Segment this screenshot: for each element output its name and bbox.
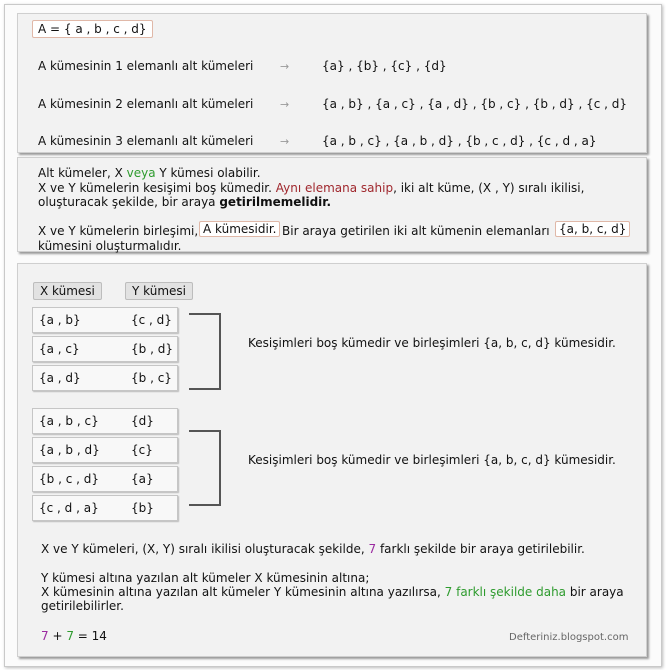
row-1-value: {a} , {b} , {c} , {d} xyxy=(322,59,447,73)
row-2-label: A kümesinin 2 elemanlı alt kümeleri xyxy=(38,97,254,111)
row-2-value: {a , b} , {a , c} , {a , d} , {b , c} , {b , d} , {c , d} xyxy=(322,97,628,111)
pair-y: {b , d} xyxy=(131,342,173,356)
pair-row xyxy=(32,437,178,463)
rules-panel xyxy=(17,157,647,252)
rule-2-highlight: Aynı elemana sahip xyxy=(275,181,394,195)
rule-line-5: kümesini oluşturmalıdır. xyxy=(38,239,182,253)
pair-y: {b} xyxy=(131,501,154,515)
rule-line-2 xyxy=(38,181,584,195)
row-3-arrow-icon: → xyxy=(280,135,290,148)
brand-watermark xyxy=(509,632,628,643)
rule-3-text-a: oluşturacak şekilde, bir araya xyxy=(38,195,220,209)
group-1-note: Kesişimleri boş kümedir ve birleşimleri {a, b, c, d} kümesidir. xyxy=(248,336,616,350)
swap-text-a: X kümesinin altına yazılan alt kümeler Y kümesinin altına yazılırsa, xyxy=(41,585,445,599)
rule-1-text-c: Y kümesi olabilir. xyxy=(155,166,261,180)
pair-y: {b , c} xyxy=(131,371,172,385)
sum-operator: + xyxy=(48,629,67,643)
x-set-label: X kümesi xyxy=(33,282,102,300)
row-3-label: A kümesinin 3 elemanlı alt kümeleri xyxy=(38,134,254,148)
pair-y: {c , d} xyxy=(131,313,172,327)
sum-term-b: 7 xyxy=(66,629,74,643)
pair-x: {a , c} xyxy=(39,342,80,356)
pair-row xyxy=(32,365,178,391)
rule-4-box-b: {a, b, c, d} xyxy=(555,221,630,237)
sum-equation xyxy=(41,629,107,643)
rule-2-text-a: X ve Y kümelerin kesişimi boş kümedir. xyxy=(38,181,276,195)
pair-row xyxy=(32,495,178,521)
rule-1-text-a: Alt kümeler, X xyxy=(38,166,127,180)
group-2-note: Kesişimleri boş kümedir ve birleşimleri {a, b, c, d} kümesidir. xyxy=(248,453,616,467)
rule-line-1 xyxy=(38,166,261,180)
rule-4-text-a: X ve Y kümelerin birleşimi, xyxy=(38,224,199,238)
rule-1-highlight: veya xyxy=(126,166,156,180)
pair-x: {a , b , d} xyxy=(39,443,100,457)
pair-x: {c , d , a} xyxy=(39,501,99,515)
pair-x: {b , c , d} xyxy=(39,472,99,486)
pair-x: {a , d} xyxy=(39,371,81,385)
swap-paragraph-line-3: getirilebilirler. xyxy=(41,599,124,613)
swap-highlight: 7 farklı şekilde daha xyxy=(444,585,567,599)
pair-y: {d} xyxy=(131,414,154,428)
swap-paragraph-line-2 xyxy=(41,585,624,599)
brand-name: Defteriniz xyxy=(509,632,558,643)
pair-row xyxy=(32,408,178,434)
count-paragraph xyxy=(41,542,585,556)
rule-line-4 xyxy=(38,224,198,238)
count-number: 7 xyxy=(368,542,377,556)
group-2-bracket xyxy=(189,430,221,506)
row-3-value: {a , b , c} , {a , b , d} , {b , c , d} , {c , d , a} xyxy=(322,134,597,148)
rule-3-bold: getirilmemelidir. xyxy=(219,195,332,209)
pair-row xyxy=(32,336,178,362)
pair-x: {a , b} xyxy=(39,313,81,327)
subsets-panel xyxy=(17,13,647,153)
pair-x: {a , b , c} xyxy=(39,414,99,428)
pair-y: {c} xyxy=(131,443,153,457)
sum-term-a: 7 xyxy=(41,629,49,643)
y-set-label: Y kümesi xyxy=(125,282,193,300)
count-text-b: farklı şekilde bir araya getirilebilir. xyxy=(376,542,585,556)
set-definition: A = { a , b , c , d} xyxy=(32,20,153,38)
pair-y: {a} xyxy=(131,472,154,486)
swap-paragraph-line-1: Y kümesi altına yazılan alt kümeler X kümesinin altına; xyxy=(41,571,370,585)
rule-2-text-c: , iki alt küme, (X , Y) sıralı ikilisi, xyxy=(393,181,585,195)
group-1-bracket xyxy=(189,313,221,390)
swap-text-c: bir araya xyxy=(566,585,624,599)
pair-row xyxy=(32,466,178,492)
page-frame xyxy=(4,4,662,667)
rule-4-box-a: A kümesidir. xyxy=(199,221,280,237)
sum-result: = 14 xyxy=(73,629,107,643)
count-text-a: X ve Y kümeleri, (X, Y) sıralı ikilisi oluşturacak şekilde, xyxy=(41,542,369,556)
rule-line-3 xyxy=(38,195,331,209)
brand-domain: .blogspot.com xyxy=(557,632,629,643)
row-1-label: A kümesinin 1 elemanlı alt kümeleri xyxy=(38,59,254,73)
row-1-arrow-icon: → xyxy=(280,60,290,73)
rule-4-text-c: Bir araya getirilen iki alt kümenin elemanları xyxy=(282,224,550,238)
row-2-arrow-icon: → xyxy=(280,98,290,111)
pair-row xyxy=(32,307,178,333)
